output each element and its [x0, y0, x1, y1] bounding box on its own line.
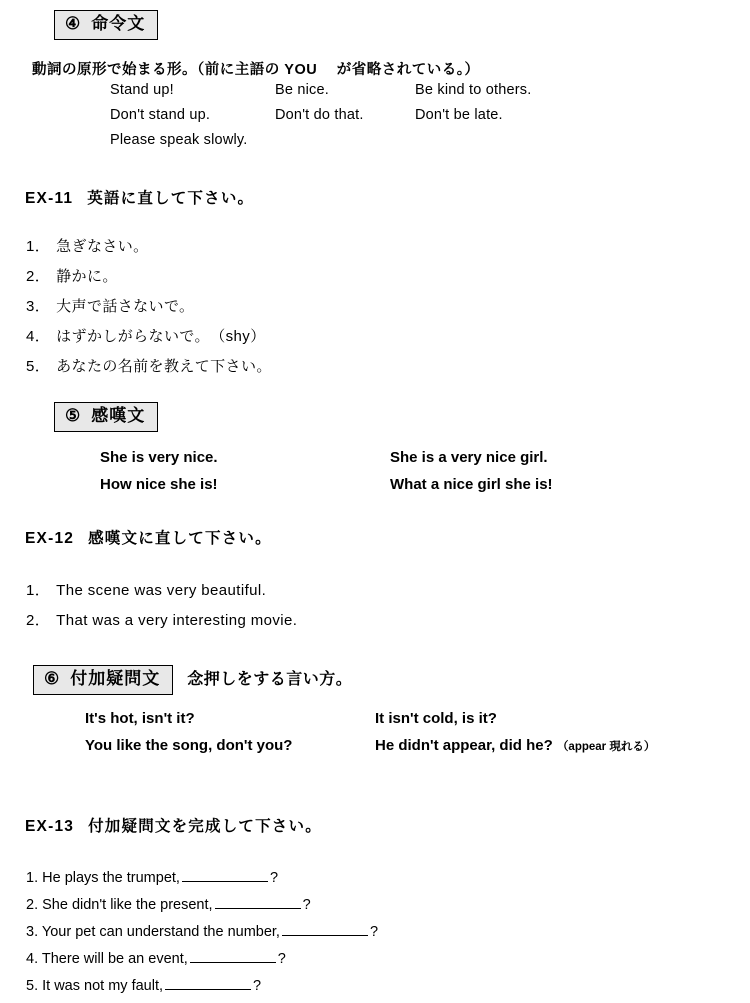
item-index: 1． [26, 238, 51, 255]
exercise-heading-ex12 [25, 526, 272, 548]
example-cell: What a nice girl she is! [390, 476, 553, 493]
item-text: あなたの名前を教えて下さい。 [56, 358, 272, 375]
section-number-4: ④ [65, 14, 82, 33]
section-heading-5 [54, 402, 158, 432]
item-index: 2． [26, 268, 51, 285]
item-suffix: ? [369, 924, 379, 940]
item-index: 3． [26, 298, 51, 315]
item-index: 4． [26, 328, 51, 345]
item-suffix: ? [302, 897, 311, 913]
sample-cell: Don't do that. [275, 107, 364, 123]
item-text: 急ぎなさい。 [56, 238, 149, 255]
sample-cell: Please speak slowly. [110, 132, 248, 148]
item-text: The scene was very beautiful. [56, 582, 267, 599]
item-text: 大声で話さないで。 [56, 298, 195, 315]
list-item [26, 922, 378, 940]
exercise-instruction: 感嘆文に直して下さい。 [88, 530, 272, 547]
item-text: 静かに。 [56, 268, 118, 285]
sample-cell: Don't be late. [415, 107, 503, 123]
section-6-subtitle: 念押しをする言い方。 [187, 671, 353, 688]
section-heading-6 [33, 665, 352, 695]
section-number-6: ⑥ [44, 669, 61, 688]
item-text: She didn't like the present, [42, 897, 213, 913]
section-title-6: 付加疑問文 [70, 669, 161, 688]
example-cell: It's hot, isn't it? [85, 710, 195, 727]
item-text: Your pet can understand the number, [41, 924, 280, 940]
list-item [26, 895, 378, 913]
item-suffix: ? [269, 870, 279, 886]
item-index: 5． [26, 358, 51, 375]
example-cell: She is a very nice girl. [390, 449, 548, 466]
list-item [26, 868, 378, 886]
item-index: 3. [26, 924, 39, 940]
item-text: There will be an event, [41, 951, 188, 967]
answer-blank[interactable] [215, 895, 301, 909]
section-6-examples [85, 710, 655, 754]
list-item [26, 976, 378, 994]
sample-cell: Be kind to others. [415, 82, 532, 98]
list-item [26, 235, 272, 256]
list-item [26, 325, 272, 346]
example-note: （appear 現れる） [556, 741, 656, 753]
item-index: 4. [26, 951, 39, 967]
exercise-items-ex13 [26, 868, 378, 1003]
list-item [26, 355, 272, 376]
example-cell: You like the song, don't you? [85, 737, 293, 754]
exercise-instruction: 付加疑問文を完成して下さい。 [88, 818, 322, 835]
exercise-items-ex12 [26, 579, 297, 639]
exercise-code: EX-13 [25, 818, 75, 835]
section-title-5: 感嘆文 [91, 406, 146, 425]
list-item [26, 295, 272, 316]
item-suffix: ? [277, 951, 286, 967]
item-text: He plays the trumpet, [42, 870, 180, 886]
item-suffix: ? [253, 978, 262, 994]
answer-blank[interactable] [182, 868, 268, 882]
example-cell: How nice she is! [100, 476, 218, 493]
item-index: 5. [26, 978, 39, 994]
section-4-description: 動詞の原形で始まる形。（前に主語の YOU が省略されている。） [32, 62, 480, 78]
list-item [26, 609, 297, 630]
item-index: 2． [26, 612, 51, 629]
list-item [26, 265, 272, 286]
item-text: It was not my fault, [42, 978, 164, 994]
item-index: 2. [26, 897, 39, 913]
example-cell: It isn't cold, is it? [375, 710, 497, 727]
answer-blank[interactable] [165, 976, 251, 990]
item-text: はずかしがらないで。 （shy） [56, 328, 266, 345]
section-4-samples [110, 82, 531, 148]
answer-blank[interactable] [190, 949, 276, 963]
example-cell: She is very nice. [100, 449, 218, 466]
answer-blank[interactable] [282, 922, 368, 936]
item-text: That was a very interesting movie. [56, 612, 298, 629]
sample-cell: Stand up! [110, 82, 174, 98]
sample-cell [275, 132, 415, 148]
exercise-heading-ex11 [25, 186, 254, 208]
sample-cell [415, 132, 531, 148]
section-5-examples [100, 449, 553, 493]
section-number-5: ⑤ [65, 406, 82, 425]
exercise-items-ex11 [26, 235, 272, 385]
sample-cell: Be nice. [275, 82, 329, 98]
sample-cell: Don't stand up. [110, 107, 211, 123]
example-text: He didn't appear, did he? [375, 737, 553, 754]
section-title-4: 命令文 [91, 14, 146, 33]
exercise-code: EX-11 [25, 190, 74, 207]
section-heading-4 [54, 10, 158, 40]
list-item [26, 949, 378, 967]
exercise-heading-ex13 [25, 814, 322, 836]
item-index: 1． [26, 582, 51, 599]
example-cell [375, 737, 655, 754]
exercise-code: EX-12 [25, 530, 75, 547]
exercise-instruction: 英語に直して下さい。 [87, 190, 255, 207]
list-item [26, 579, 297, 600]
item-index: 1. [26, 870, 39, 886]
